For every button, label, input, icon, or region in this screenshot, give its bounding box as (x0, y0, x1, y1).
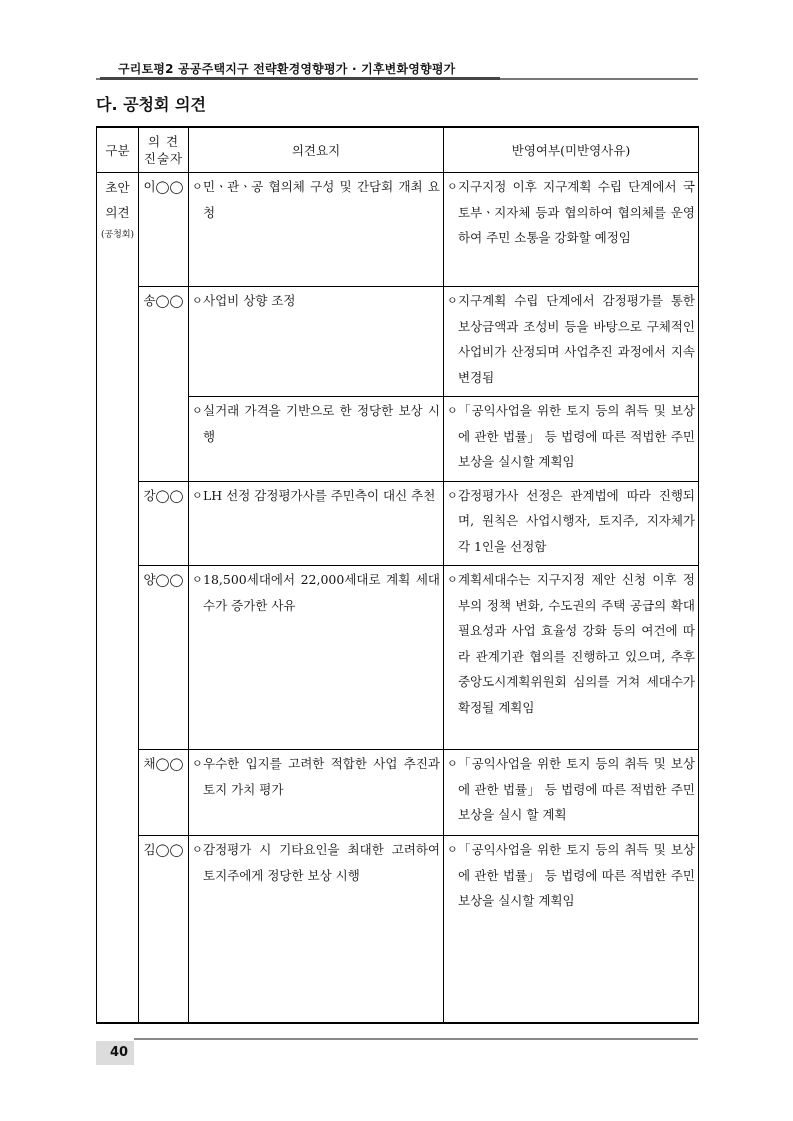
opinion-cell (189, 566, 444, 750)
bullet-icon: ㅇ (447, 757, 458, 770)
opinion-text: 민ㆍ관ㆍ공 협의체 구성 및 간담회 개최 요청 (203, 179, 440, 220)
response-cell (444, 173, 699, 287)
speaker-cell: 이◯◯ (139, 173, 189, 287)
opinion-cell (189, 836, 444, 1024)
response-cell (444, 836, 699, 1024)
opinion-cell (189, 173, 444, 287)
opinion-text: 실거래 가격을 기반으로 한 정당한 보상 시행 (203, 403, 440, 444)
opinion-cell (189, 397, 444, 482)
bullet-icon: ㅇ (192, 757, 203, 770)
header-opinion: 의견요지 (189, 127, 444, 173)
opinion-text: 감정평가 시 기타요인을 최대한 고려하여 토지주에게 정당한 보상 시행 (203, 842, 440, 883)
opinion-text: 사업비 상향 조정 (203, 293, 296, 308)
table-row (97, 750, 699, 836)
public-hearing-opinions-table (96, 126, 699, 1024)
section-title: 다. 공청회 의견 (96, 95, 206, 114)
response-text: 「공익사업을 위한 토지 등의 취득 및 보상에 관한 법률」 등 법령에 따른 적법한 주민 보상을 실시할 계획임 (458, 403, 695, 469)
bullet-icon: ㅇ (192, 294, 203, 307)
response-cell (444, 397, 699, 482)
table-row (97, 836, 699, 1024)
header-speaker-line1: 의 견 (147, 134, 180, 149)
response-text: 「공익사업을 위한 토지 등의 취득 및 보상에 관한 법률」 등 법령에 따른 적법한 주민보상을 실시 할 계획 (458, 756, 695, 822)
response-cell (444, 287, 699, 397)
bullet-icon: ㅇ (192, 404, 203, 417)
bullet-icon: ㅇ (192, 488, 203, 502)
category-cell (97, 173, 139, 1024)
bullet-icon: ㅇ (447, 573, 458, 586)
opinion-text: LH 선정 감정평가사를 주민측이 대신 추천 (203, 487, 436, 503)
table-row (97, 287, 699, 397)
response-cell (444, 750, 699, 836)
speaker-cell: 양◯◯ (139, 566, 189, 750)
speaker-cell: 김◯◯ (139, 836, 189, 1024)
header-rule-accent (100, 77, 500, 80)
table-row (97, 481, 699, 566)
category-line2: 의견 (105, 205, 130, 220)
bullet-icon: ㅇ (192, 843, 203, 856)
bullet-icon: ㅇ (447, 404, 458, 417)
speaker-cell: 강◯◯ (139, 481, 189, 566)
bullet-icon: ㅇ (447, 488, 458, 502)
document-header-title: 구리토평2 공공주택지구 전략환경영향평가 · 기후변화영향평가 (118, 62, 456, 76)
response-text: 지구계획 수립 단계에서 감정평가를 통한 보상금액과 조성비 등을 바탕으로 구체적인 사업비가 산정되며 사업추진 과정에서 지속 변경됨 (458, 293, 695, 385)
table-header-row (97, 127, 699, 173)
header-speaker (139, 127, 189, 173)
response-text: 계획세대수는 지구지정 제안 신청 이후 정부의 정책 변화, 수도권의 주택 공급의 확대 필요성과 사업 효율성 강화 등의 여건에 따라 관계기관 협의를 진행하고 있으며, 추후 중앙도시계획위원회 심의를 거쳐 세대수가 확정될 계획임 (458, 572, 695, 715)
response-text: 감정평가사 선정은 관계법에 따라 진행되며, 원칙은 사업시행자, 토지주, 지자체가 각 1인을 선정함 (458, 487, 695, 554)
bullet-icon: ㅇ (192, 573, 203, 586)
header-response: 반영여부(미반영사유) (444, 127, 699, 173)
table-row (97, 173, 699, 287)
response-text: 「공익사업을 위한 토지 등의 취득 및 보상에 관한 법률」 등 법령에 따른 적법한 주민 보상을 실시할 계획임 (458, 842, 695, 908)
bullet-icon: ㅇ (447, 180, 458, 193)
bullet-icon: ㅇ (447, 294, 458, 307)
category-line1: 초안 (105, 180, 130, 195)
page-number: 40 (110, 1045, 129, 1060)
opinion-text: 18,500세대에서 22,000세대로 계획 세대수가 증가한 사유 (203, 572, 440, 613)
bullet-icon: ㅇ (447, 843, 458, 856)
bullet-icon: ㅇ (192, 180, 203, 193)
response-cell (444, 566, 699, 750)
footer-rule (134, 1038, 698, 1040)
opinion-cell (189, 750, 444, 836)
header-category: 구분 (97, 127, 139, 173)
response-text: 지구지정 이후 지구계획 수립 단계에서 국토부ㆍ지자체 등과 협의하여 협의체를 운영하여 주민 소통을 강화할 예정임 (458, 179, 695, 245)
opinion-cell (189, 287, 444, 397)
header-speaker-line2: 진술자 (143, 151, 184, 166)
speaker-cell: 채◯◯ (139, 750, 189, 836)
table-row (97, 566, 699, 750)
opinion-text: 우수한 입지를 고려한 적합한 사업 추진과 토지 가치 평가 (203, 756, 440, 797)
opinion-cell (189, 481, 444, 566)
category-note: (공청회) (100, 230, 135, 240)
speaker-cell: 송◯◯ (139, 287, 189, 482)
response-cell (444, 481, 699, 566)
